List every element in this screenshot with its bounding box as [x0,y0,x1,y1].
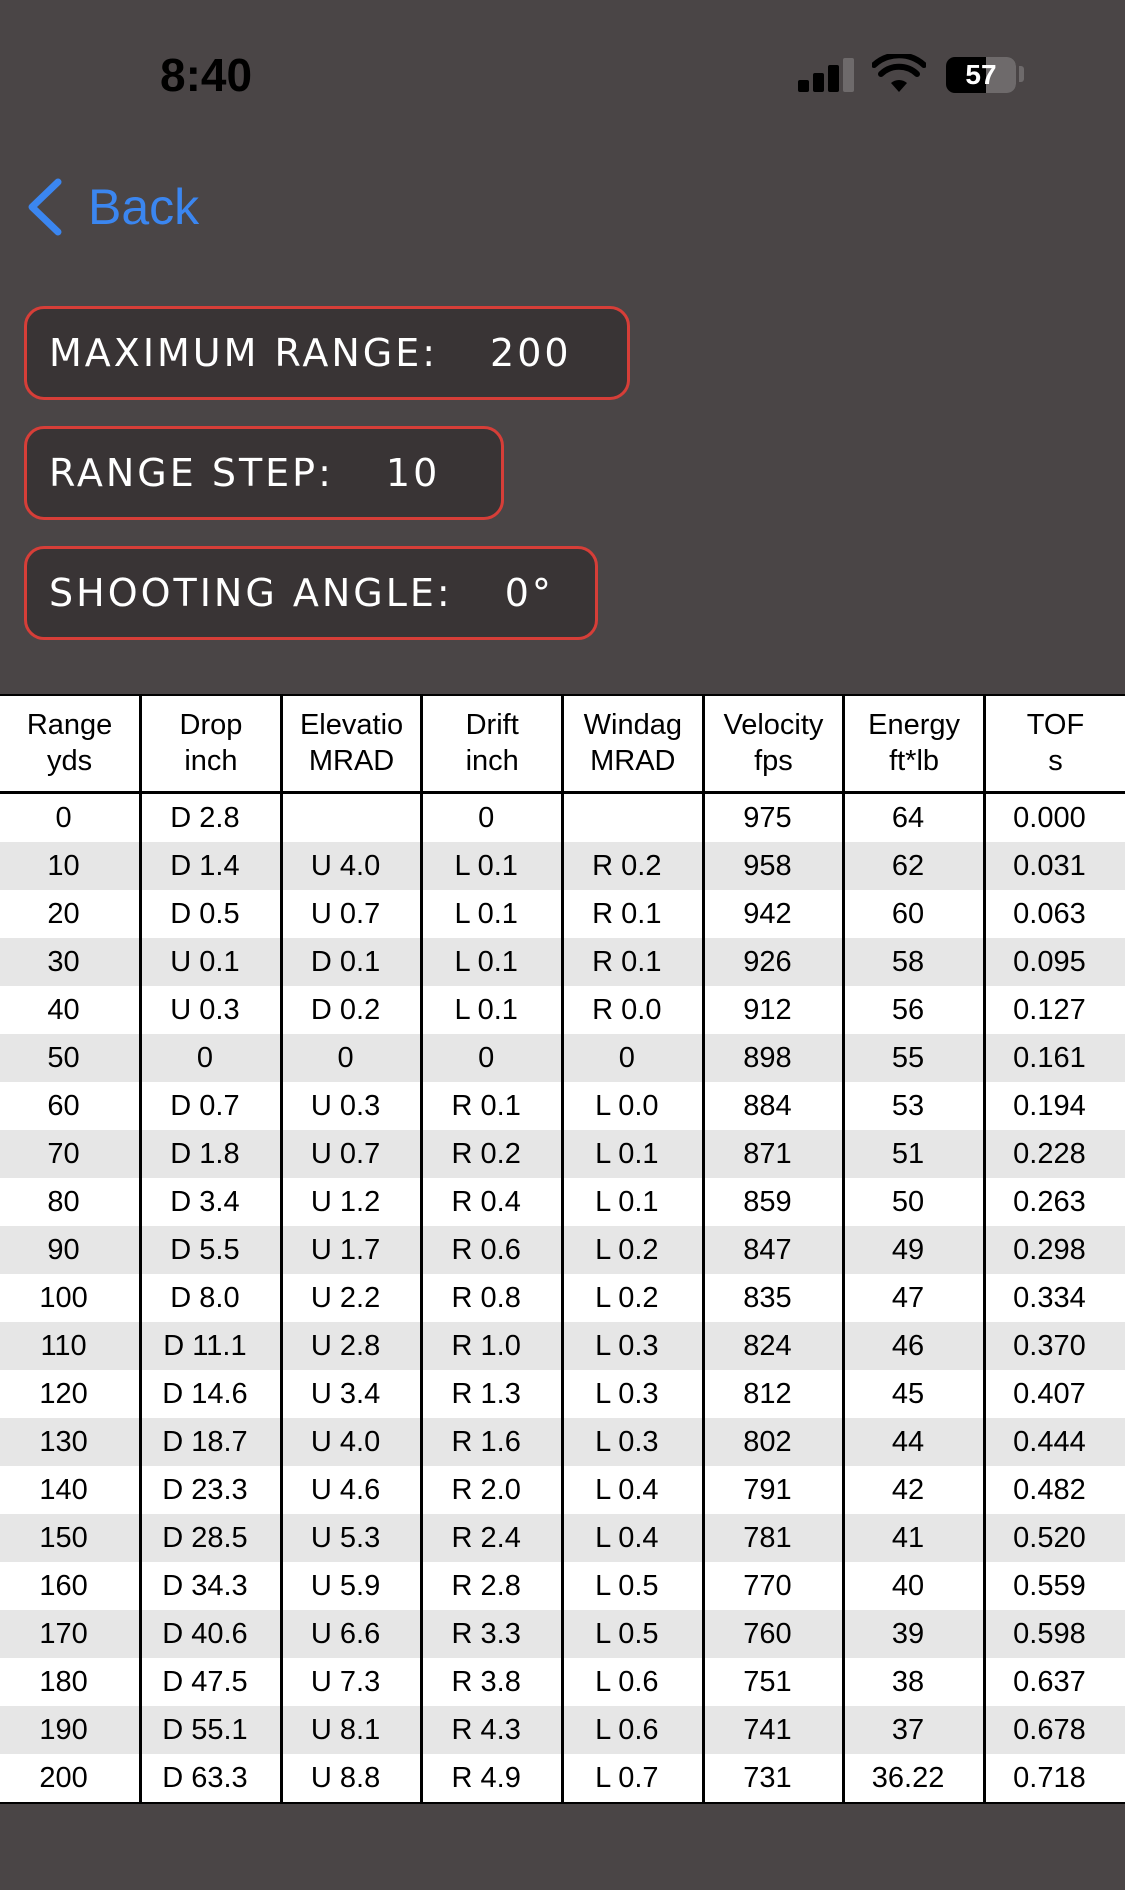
table-cell: D 0.2 [281,986,422,1034]
table-row [0,1178,1125,1226]
column-header-unit: inch [465,745,519,778]
table-cell: 835 [703,1274,844,1322]
table-cell: D 55.1 [141,1706,282,1754]
table-row [0,1034,1125,1082]
table-cell: 49 [844,1226,985,1274]
table-cell: 60 [47,1089,80,1122]
table-cell: 975 [703,792,844,842]
wifi-icon [872,54,926,94]
table-cell: 0.559 [984,1562,1125,1610]
table-cell: U 0.7 [281,890,422,938]
column-header-name: Drop [179,709,243,742]
back-button[interactable] [22,172,199,242]
table-cell: U 8.8 [281,1754,422,1802]
table-cell: 0.031 [984,842,1125,890]
table-cell: 160 [39,1569,88,1602]
table-cell: U 4.0 [281,1418,422,1466]
table-cell: 38 [844,1658,985,1706]
column-header-unit: MRAD [590,745,676,778]
column-header [141,696,282,792]
table-cell: 0.298 [984,1226,1125,1274]
table-row [0,1370,1125,1418]
table-cell: D 0.7 [141,1082,282,1130]
maximum-range-label: MAXIMUM RANGE: [49,331,439,375]
table-cell: L 0.6 [563,1658,704,1706]
table-cell: 0.370 [984,1322,1125,1370]
table-cell: 884 [703,1082,844,1130]
table-cell: 0.127 [984,986,1125,1034]
table-row [0,1658,1125,1706]
table-cell: R 0.2 [422,1130,563,1178]
table-cell: R 0.1 [563,890,704,938]
table-cell: U 1.2 [281,1178,422,1226]
table-cell: L 0.5 [563,1610,704,1658]
table-cell: D 2.8 [141,792,282,842]
table-cell: U 2.8 [281,1322,422,1370]
status-time: 8:40 [160,49,253,101]
table-cell: 824 [703,1322,844,1370]
table-cell: 10 [0,842,141,890]
table-cell: L 0.4 [563,1514,704,1562]
table-cell: U 7.3 [281,1658,422,1706]
table-cell: 36.22 [844,1754,985,1802]
table-row [0,890,1125,938]
table-cell: R 3.3 [422,1610,563,1658]
cellular-signal-icon [798,58,856,92]
table-cell: 40 [844,1562,985,1610]
table-cell: L 0.1 [563,1178,704,1226]
table-cell: L 0.2 [563,1226,704,1274]
table-cell: U 8.1 [281,1706,422,1754]
battery-tip [1019,66,1024,82]
table-cell: D 1.4 [141,842,282,890]
table-row [0,1226,1125,1274]
table-cell [563,792,704,842]
table-cell: 50 [0,1034,141,1082]
table-cell: 847 [703,1226,844,1274]
table-cell: 0.334 [984,1274,1125,1322]
table-cell: 80 [47,1185,80,1218]
column-header [0,696,141,792]
table-cell: L 0.1 [563,1130,704,1178]
table-row [0,1274,1125,1322]
table-cell: D 8.0 [141,1274,282,1322]
table-cell: U 0.3 [141,986,282,1034]
table-cell: 120 [39,1377,88,1410]
column-header-unit: inch [184,745,238,778]
shooting-angle-button[interactable] [24,546,598,640]
table-cell: 0.263 [984,1178,1125,1226]
maximum-range-value: 200 [490,331,572,375]
table-cell: U 6.6 [281,1610,422,1658]
table-cell: 40 [47,993,80,1026]
table-cell: L 0.1 [422,986,563,1034]
table-cell: 0 [55,801,72,834]
table-cell: 0 [281,1034,422,1082]
status-bar [0,0,1125,150]
table-cell: 0.161 [984,1034,1125,1082]
table-cell: 751 [703,1658,844,1706]
ballistics-table [0,694,1125,1804]
table-cell: D 23.3 [141,1466,282,1514]
table-cell: 200 [39,1761,88,1794]
table-cell: 64 [844,792,985,842]
table-row [0,1466,1125,1514]
table-cell: R 4.9 [422,1754,563,1802]
column-header-name: TOF [1026,709,1085,742]
table-row [0,1322,1125,1370]
column-header [563,696,704,792]
table-cell: 0.407 [984,1370,1125,1418]
table-cell: 30 [0,938,141,986]
table-cell: 90 [0,1226,141,1274]
table-cell: 0.718 [984,1754,1125,1802]
table-cell [281,792,422,842]
table-cell: R 2.4 [422,1514,563,1562]
table-cell: 958 [703,842,844,890]
table-cell: 871 [703,1130,844,1178]
column-header [984,696,1125,792]
table-cell: L 0.3 [563,1418,704,1466]
table-cell: 760 [703,1610,844,1658]
table-cell: D 1.8 [141,1130,282,1178]
ballistics-grid [0,696,1125,1802]
table-cell: 791 [703,1466,844,1514]
table-cell: L 0.1 [422,890,563,938]
shooting-angle-label: SHOOTING ANGLE: [49,571,453,615]
column-header-name: Windag [583,709,682,742]
column-header-name: Elevatio [299,709,404,742]
table-cell: 44 [844,1418,985,1466]
table-cell: 0.095 [984,938,1125,986]
table-cell: 56 [844,986,985,1034]
table-row [0,1082,1125,1130]
table-cell: L 0.2 [563,1274,704,1322]
table-cell: 942 [703,890,844,938]
table-cell: 42 [844,1466,985,1514]
table-cell: 180 [39,1665,88,1698]
back-label: Back [88,179,200,235]
table-cell: R 0.1 [422,1082,563,1130]
battery-level: 57 [965,59,997,90]
table-cell: D 47.5 [141,1658,282,1706]
table-cell: 0 [141,1034,282,1082]
table-cell: 55 [844,1034,985,1082]
range-step-value: 10 [385,451,441,495]
table-cell: 150 [0,1514,141,1562]
table-cell: 140 [39,1473,88,1506]
table-cell: U 5.9 [281,1562,422,1610]
table-cell: 60 [844,890,985,938]
table-cell: 53 [844,1082,985,1130]
table-row [0,938,1125,986]
column-header-unit: yds [46,745,93,778]
table-cell: 41 [844,1514,985,1562]
table-cell: R 1.6 [422,1418,563,1466]
table-cell: D 11.1 [141,1322,282,1370]
table-cell: 0.482 [984,1466,1125,1514]
table-cell: U 5.3 [281,1514,422,1562]
table-cell: R 1.3 [422,1370,563,1418]
table-cell: D 34.3 [141,1562,282,1610]
table-cell: L 0.1 [422,842,563,890]
table-cell: L 0.7 [563,1754,704,1802]
table-cell: 0 [422,1034,563,1082]
table-cell: U 4.6 [281,1466,422,1514]
table-cell: 731 [703,1754,844,1802]
table-cell: 0.678 [984,1706,1125,1754]
table-cell: 812 [703,1370,844,1418]
table-cell: 0.444 [984,1418,1125,1466]
table-cell: 20 [47,897,80,930]
column-header-name: Drift [465,709,519,742]
table-row [0,1418,1125,1466]
table-cell: D 0.5 [141,890,282,938]
maximum-range-button[interactable] [24,306,630,400]
table-cell: 130 [0,1418,141,1466]
table-cell: U 0.7 [281,1130,422,1178]
table-cell: U 2.2 [281,1274,422,1322]
table-cell: 912 [703,986,844,1034]
table-cell: 50 [844,1178,985,1226]
table-cell: L 0.6 [563,1706,704,1754]
table-cell: 0.000 [984,792,1125,842]
table-cell: 859 [703,1178,844,1226]
table-cell: 70 [0,1130,141,1178]
table-cell: 898 [703,1034,844,1082]
table-cell: 0.228 [984,1130,1125,1178]
table-row [0,792,1125,842]
table-cell: D 28.5 [141,1514,282,1562]
table-cell: 46 [844,1322,985,1370]
table-cell: D 40.6 [141,1610,282,1658]
table-cell: 0.063 [984,890,1125,938]
table-cell: R 2.0 [422,1466,563,1514]
table-row [0,1562,1125,1610]
table-cell: 100 [39,1281,88,1314]
table-header-row [0,696,1125,792]
table-cell: R 0.6 [422,1226,563,1274]
table-row [0,842,1125,890]
column-header-unit: MRAD [308,745,395,778]
table-cell: D 0.1 [281,938,422,986]
table-cell: U 1.7 [281,1226,422,1274]
table-cell: D 5.5 [141,1226,282,1274]
battery-icon [946,57,1016,93]
table-cell: 0.520 [984,1514,1125,1562]
table-cell: 62 [844,842,985,890]
table-row [0,1706,1125,1754]
column-header [844,696,985,792]
table-cell: L 0.1 [422,938,563,986]
table-row [0,1754,1125,1802]
shooting-angle-value: 0° [504,571,554,615]
table-cell: D 63.3 [141,1754,282,1802]
table-cell: 190 [0,1706,141,1754]
table-cell: 110 [0,1322,141,1370]
table-cell: U 3.4 [281,1370,422,1418]
column-header [281,696,422,792]
table-cell: D 18.7 [141,1418,282,1466]
column-header-name: Velocity [723,709,824,742]
table-cell: 781 [703,1514,844,1562]
column-header [703,696,844,792]
back-chevron-icon [22,176,66,238]
table-cell: 58 [844,938,985,986]
table-cell: 0.194 [984,1082,1125,1130]
table-cell: D 3.4 [141,1178,282,1226]
table-cell: 0.598 [984,1610,1125,1658]
table-cell: L 0.3 [563,1370,704,1418]
table-cell: L 0.5 [563,1562,704,1610]
table-body [0,792,1125,1802]
table-cell: 926 [703,938,844,986]
table-cell: 39 [844,1610,985,1658]
table-cell: R 0.4 [422,1178,563,1226]
table-cell: L 0.0 [563,1082,704,1130]
range-step-label: RANGE STEP: [49,451,334,495]
column-header-unit: fps [754,745,793,778]
table-cell: 37 [844,1706,985,1754]
table-cell: R 4.3 [422,1706,563,1754]
table-cell: 45 [844,1370,985,1418]
range-step-button[interactable] [24,426,504,520]
table-cell: R 1.0 [422,1322,563,1370]
table-cell: R 3.8 [422,1658,563,1706]
table-cell: R 0.1 [563,938,704,986]
table-cell: U 0.1 [141,938,282,986]
table-cell: 0.637 [984,1658,1125,1706]
column-header-name: Energy [868,709,960,742]
table-row [0,1610,1125,1658]
table-cell: U 4.0 [281,842,422,890]
table-cell: L 0.4 [563,1466,704,1514]
table-cell: R 0.8 [422,1274,563,1322]
table-cell: R 0.0 [563,986,704,1034]
table-cell: L 0.3 [563,1322,704,1370]
table-cell: U 0.3 [281,1082,422,1130]
column-header-unit: ft*lb [889,745,940,778]
table-cell: R 2.8 [422,1562,563,1610]
table-cell: 170 [0,1610,141,1658]
column-header-name: Range [26,709,113,742]
table-cell: R 0.2 [563,842,704,890]
table-cell: 51 [844,1130,985,1178]
table-cell: 0 [422,792,563,842]
table-cell: 741 [703,1706,844,1754]
table-cell: D 14.6 [141,1370,282,1418]
column-header-unit: s [1048,745,1063,778]
table-cell: 770 [703,1562,844,1610]
table-cell: 802 [703,1418,844,1466]
column-header [422,696,563,792]
table-row [0,1514,1125,1562]
table-cell: 47 [844,1274,985,1322]
table-row [0,1130,1125,1178]
table-cell: 0 [563,1034,704,1082]
table-row [0,986,1125,1034]
